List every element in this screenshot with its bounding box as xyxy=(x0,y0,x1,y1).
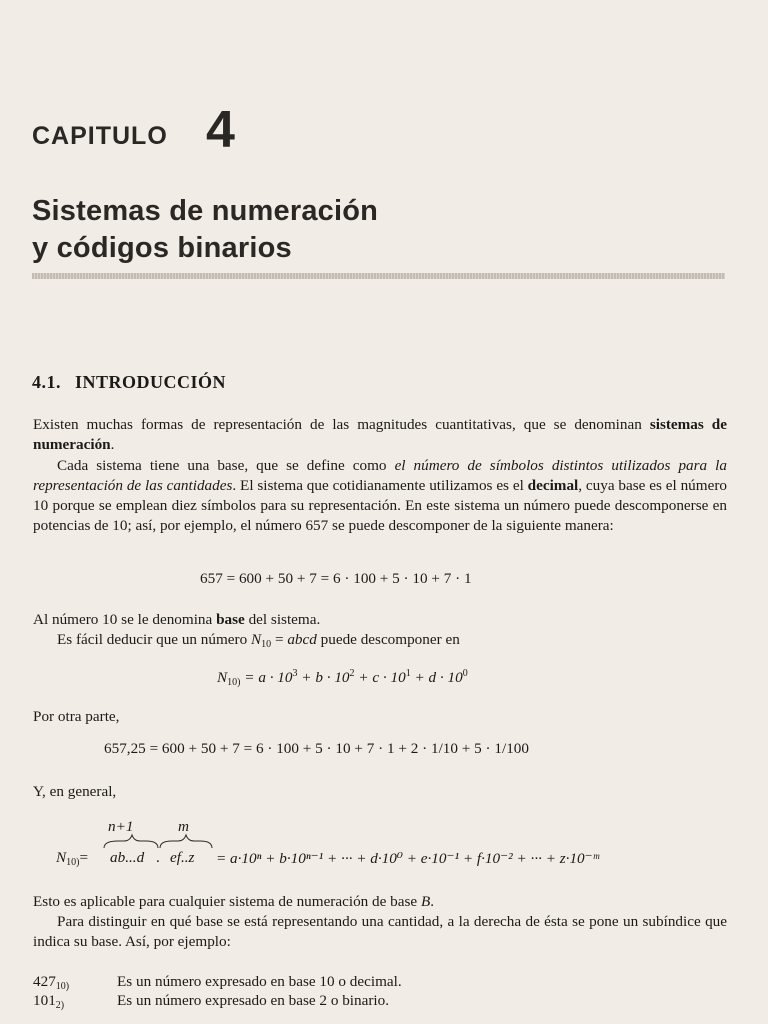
overbrace-label-fraction: m xyxy=(178,818,189,835)
fraction-digits: ef..z xyxy=(170,849,195,866)
paragraph-1: Existen muchas formas de representación de las magnitudes cuantitativas, que se denominan sistemas de numeración. xyxy=(33,416,727,453)
paragraph-6: Y, en general, xyxy=(33,783,117,800)
chapter-title-line-1: Sistemas de numeración xyxy=(32,195,379,227)
paragraph-8: Para distinguir en qué base se está representando una cantidad, a la derecha de ésta se pone un subíndice que indica su base. Así, por ejemplo: xyxy=(33,913,727,950)
chapter-number: 4 xyxy=(206,101,235,159)
overbrace-label-integer: n+1 xyxy=(108,818,134,835)
section-number: 4.1. xyxy=(32,372,61,392)
decimal-point: . xyxy=(156,849,160,866)
section-heading xyxy=(32,372,226,393)
paragraph-3: Al número 10 se le denomina base del sistema. xyxy=(33,611,321,628)
equation-general xyxy=(56,818,736,878)
chapter-label: CAPITULO xyxy=(32,122,168,150)
paragraph-4: Es fácil deducir que un número $N_{10}$ = abcd puede descomponer en xyxy=(57,631,460,650)
title-divider xyxy=(32,273,725,279)
section-title: INTRODUCCIÓN xyxy=(75,372,227,392)
integer-digits: ab...d xyxy=(110,849,145,866)
paragraph-7: Esto es aplicable para cualquier sistema de numeración de base B. xyxy=(33,893,435,910)
paragraph-2: Cada sistema tiene una base, que se define como el número de símbolos distintos utilizados para la representación de las cantidades. El sistema que cotidianamente utilizamos es el decimal, cuya base es el número 10 porque se emplean diez símbolos para su representación. En este sistema un número puede descomponerse en potencias de 10; así, por ejemplo, el número 657 se puede descomponer de la siguiente manera: xyxy=(33,457,727,534)
paragraph-5: Por otra parte, xyxy=(33,708,120,725)
chapter-title-line-2: y códigos binarios xyxy=(32,232,292,264)
example-row: $101_{2)}$ Es un número expresado en base 2 o binario. xyxy=(33,992,390,1011)
equation-rhs: = a·10ⁿ + b·10ⁿ⁻¹ + ··· + d·10⁰ + e·10⁻¹ + f·10⁻² + ··· + z·10⁻ᵐ xyxy=(216,850,599,867)
example-row: $427_{10)}$ Es un número expresado en base 10 o decimal. xyxy=(33,973,402,992)
equation-base-decomposition: $N_{10)} = a \cdot 10^3 + b \cdot 10^2 + c \cdot 10^1 + d \cdot 10^0$ xyxy=(217,668,468,688)
equation-lhs: $N_{10)}=$ xyxy=(56,849,89,868)
equation-657: 657 = 600 + 50 + 7 = 6 · 100 + 5 · 10 + 7 · 1 xyxy=(200,570,472,587)
equation-657-25: 657,25 = 600 + 50 + 7 = 6 · 100 + 5 · 10 + 7 · 1 + 2 · 1/10 + 5 · 1/100 xyxy=(104,740,529,757)
